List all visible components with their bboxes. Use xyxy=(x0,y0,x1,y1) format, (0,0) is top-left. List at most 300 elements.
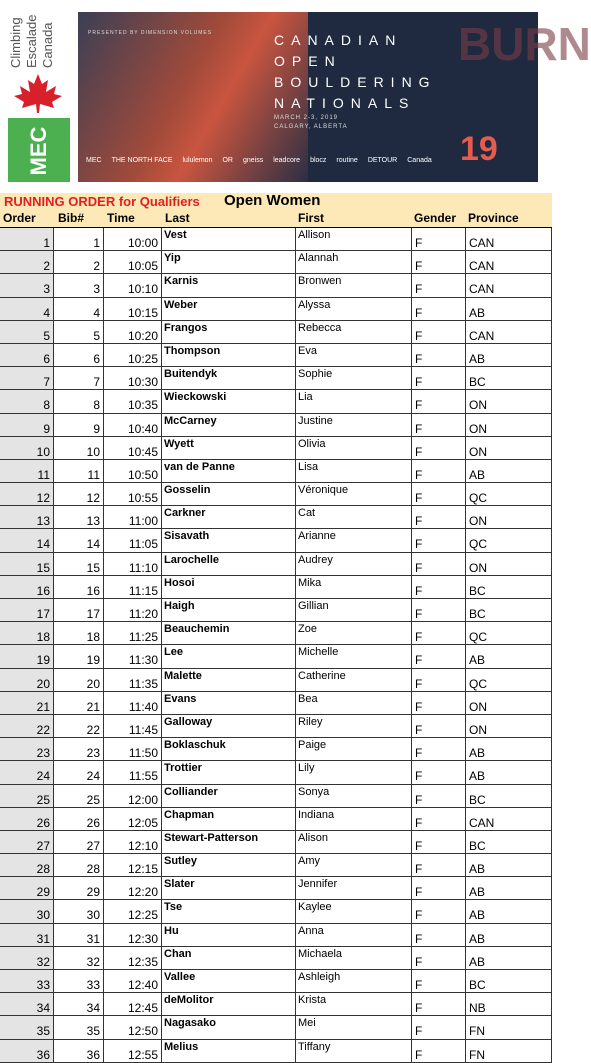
bib-cell: 1 xyxy=(54,228,104,250)
province-cell: CAN xyxy=(466,251,552,273)
gender-cell: F xyxy=(412,321,466,343)
first-name-cell: Mei xyxy=(296,1016,412,1038)
time-cell: 10:00 xyxy=(104,228,162,250)
order-cell: 33 xyxy=(0,970,54,992)
bib-cell: 30 xyxy=(54,900,104,922)
time-cell: 12:25 xyxy=(104,900,162,922)
table-row xyxy=(0,785,552,808)
first-name-cell: Gillian xyxy=(296,599,412,621)
table-row xyxy=(0,924,552,947)
time-cell: 10:35 xyxy=(104,390,162,412)
bib-cell: 8 xyxy=(54,390,104,412)
bib-cell: 22 xyxy=(54,715,104,737)
last-name-cell: deMolitor xyxy=(162,993,296,1015)
time-cell: 11:00 xyxy=(104,506,162,528)
province-cell: AB xyxy=(466,298,552,320)
table-row xyxy=(0,761,552,784)
order-cell: 13 xyxy=(0,506,54,528)
last-name-cell: Hu xyxy=(162,924,296,946)
bib-cell: 24 xyxy=(54,761,104,783)
bib-cell: 4 xyxy=(54,298,104,320)
first-name-cell: Alannah xyxy=(296,251,412,273)
gender-cell: F xyxy=(412,1040,466,1062)
table-row xyxy=(0,622,552,645)
table-row xyxy=(0,483,552,506)
table-row xyxy=(0,298,552,321)
province-cell: QC xyxy=(466,529,552,551)
bib-cell: 34 xyxy=(54,993,104,1015)
gender-cell: F xyxy=(412,599,466,621)
last-name-cell: Gosselin xyxy=(162,483,296,505)
bib-cell: 32 xyxy=(54,947,104,969)
order-cell: 16 xyxy=(0,576,54,598)
last-name-cell: Carkner xyxy=(162,506,296,528)
time-cell: 12:05 xyxy=(104,808,162,830)
last-name-cell: Malette xyxy=(162,669,296,691)
first-name-cell: Catherine xyxy=(296,669,412,691)
last-name-cell: Frangos xyxy=(162,321,296,343)
order-cell: 19 xyxy=(0,645,54,667)
gender-cell: F xyxy=(412,877,466,899)
bib-cell: 18 xyxy=(54,622,104,644)
gender-cell: F xyxy=(412,993,466,1015)
first-name-cell: Cat xyxy=(296,506,412,528)
bib-cell: 14 xyxy=(54,529,104,551)
time-cell: 10:50 xyxy=(104,460,162,482)
last-name-cell: Wieckowski xyxy=(162,390,296,412)
first-name-cell: Justine xyxy=(296,414,412,436)
gender-cell: F xyxy=(412,808,466,830)
first-name-cell: Rebecca xyxy=(296,321,412,343)
last-name-cell: Stewart-Patterson xyxy=(162,831,296,853)
province-cell: ON xyxy=(466,414,552,436)
first-name-cell: Anna xyxy=(296,924,412,946)
gender-cell: F xyxy=(412,576,466,598)
banner-year-number: 19 xyxy=(460,130,498,168)
last-name-cell: McCarney xyxy=(162,414,296,436)
last-name-cell: Larochelle xyxy=(162,553,296,575)
last-name-cell: Trottier xyxy=(162,761,296,783)
banner-title-line: NATIONALS xyxy=(274,95,416,111)
last-name-cell: Colliander xyxy=(162,785,296,807)
table-row xyxy=(0,947,552,970)
table-row xyxy=(0,1016,552,1039)
banner-date-line: CALGARY, ALBERTA xyxy=(274,124,348,130)
first-name-cell: Kaylee xyxy=(296,900,412,922)
banner-title-line: CANADIAN xyxy=(274,32,403,48)
first-name-cell: Sonya xyxy=(296,785,412,807)
bib-cell: 17 xyxy=(54,599,104,621)
table-row xyxy=(0,437,552,460)
first-name-cell: Mika xyxy=(296,576,412,598)
last-name-cell: Vest xyxy=(162,228,296,250)
bib-cell: 6 xyxy=(54,344,104,366)
bib-cell: 26 xyxy=(54,808,104,830)
first-name-cell: Riley xyxy=(296,715,412,737)
table-row xyxy=(0,553,552,576)
table-row xyxy=(0,831,552,854)
table-row xyxy=(0,390,552,413)
bib-cell: 10 xyxy=(54,437,104,459)
bib-cell: 20 xyxy=(54,669,104,691)
table-body xyxy=(0,228,552,1063)
time-cell: 12:00 xyxy=(104,785,162,807)
time-cell: 11:55 xyxy=(104,761,162,783)
table-row xyxy=(0,808,552,831)
province-cell: CAN xyxy=(466,808,552,830)
sponsor-logo: DETOUR xyxy=(367,156,398,164)
province-cell: AB xyxy=(466,924,552,946)
time-cell: 12:10 xyxy=(104,831,162,853)
first-name-cell: Jennifer xyxy=(296,877,412,899)
last-name-cell: Yip xyxy=(162,251,296,273)
bib-cell: 13 xyxy=(54,506,104,528)
last-name-cell: Slater xyxy=(162,877,296,899)
column-header-time: Time xyxy=(107,211,135,225)
gender-cell: F xyxy=(412,900,466,922)
first-name-cell: Zoe xyxy=(296,622,412,644)
province-cell: BC xyxy=(466,599,552,621)
gender-cell: F xyxy=(412,437,466,459)
order-cell: 17 xyxy=(0,599,54,621)
table-row xyxy=(0,599,552,622)
province-cell: AB xyxy=(466,900,552,922)
order-cell: 15 xyxy=(0,553,54,575)
gender-cell: F xyxy=(412,344,466,366)
column-header-gender: Gender xyxy=(414,211,457,225)
gender-cell: F xyxy=(412,553,466,575)
bib-cell: 16 xyxy=(54,576,104,598)
last-name-cell: Nagasako xyxy=(162,1016,296,1038)
order-cell: 30 xyxy=(0,900,54,922)
province-cell: BC xyxy=(466,785,552,807)
province-cell: BC xyxy=(466,576,552,598)
sponsor-logo: OR xyxy=(222,156,233,164)
time-cell: 11:45 xyxy=(104,715,162,737)
gender-cell: F xyxy=(412,506,466,528)
table-row xyxy=(0,321,552,344)
last-name-cell: Vallee xyxy=(162,970,296,992)
gender-cell: F xyxy=(412,669,466,691)
time-cell: 10:15 xyxy=(104,298,162,320)
bib-cell: 25 xyxy=(54,785,104,807)
last-name-cell: Buitendyk xyxy=(162,367,296,389)
province-cell: BC xyxy=(466,367,552,389)
table-row xyxy=(0,529,552,552)
last-name-cell: Evans xyxy=(162,692,296,714)
order-cell: 7 xyxy=(0,367,54,389)
table-row xyxy=(0,251,552,274)
bib-cell: 9 xyxy=(54,414,104,436)
logo-word-escalade: Escalade xyxy=(24,14,39,68)
province-cell: CAN xyxy=(466,228,552,250)
mec-logo xyxy=(8,118,70,182)
time-cell: 10:10 xyxy=(104,274,162,296)
gender-cell: F xyxy=(412,251,466,273)
gender-cell: F xyxy=(412,715,466,737)
presented-by-text: PRESENTED BY DIMENSION VOLUMES xyxy=(88,30,213,36)
first-name-cell: Ashleigh xyxy=(296,970,412,992)
last-name-cell: Sutley xyxy=(162,854,296,876)
time-cell: 11:30 xyxy=(104,645,162,667)
province-cell: FN xyxy=(466,1040,552,1062)
bib-cell: 11 xyxy=(54,460,104,482)
bib-cell: 35 xyxy=(54,1016,104,1038)
column-header-row xyxy=(0,211,552,228)
order-cell: 3 xyxy=(0,274,54,296)
table-row xyxy=(0,993,552,1016)
column-header-first: First xyxy=(298,211,325,225)
table-row xyxy=(0,506,552,529)
gender-cell: F xyxy=(412,1016,466,1038)
table-row xyxy=(0,692,552,715)
time-cell: 12:30 xyxy=(104,924,162,946)
order-cell: 20 xyxy=(0,669,54,691)
time-cell: 12:45 xyxy=(104,993,162,1015)
province-cell: FN xyxy=(466,1016,552,1038)
event-banner xyxy=(78,12,591,182)
banner-title xyxy=(274,30,437,114)
first-name-cell: Audrey xyxy=(296,553,412,575)
order-cell: 2 xyxy=(0,251,54,273)
first-name-cell: Michaela xyxy=(296,947,412,969)
banner-title-line: OPEN xyxy=(274,53,342,69)
first-name-cell: Olivia xyxy=(296,437,412,459)
time-cell: 12:15 xyxy=(104,854,162,876)
gender-cell: F xyxy=(412,367,466,389)
last-name-cell: Wyett xyxy=(162,437,296,459)
time-cell: 12:40 xyxy=(104,970,162,992)
sponsor-logo: Canada xyxy=(407,156,432,164)
order-cell: 25 xyxy=(0,785,54,807)
order-cell: 21 xyxy=(0,692,54,714)
table-row xyxy=(0,576,552,599)
first-name-cell: Lia xyxy=(296,390,412,412)
table-row xyxy=(0,460,552,483)
province-cell: QC xyxy=(466,483,552,505)
first-name-cell: Krista xyxy=(296,993,412,1015)
first-name-cell: Indiana xyxy=(296,808,412,830)
last-name-cell: Chapman xyxy=(162,808,296,830)
gender-cell: F xyxy=(412,738,466,760)
province-cell: AB xyxy=(466,344,552,366)
gender-cell: F xyxy=(412,228,466,250)
first-name-cell: Bea xyxy=(296,692,412,714)
bib-cell: 29 xyxy=(54,877,104,899)
province-cell: BC xyxy=(466,831,552,853)
sponsor-logo: leadcore xyxy=(273,156,301,164)
first-name-cell: Allison xyxy=(296,228,412,250)
last-name-cell: Sisavath xyxy=(162,529,296,551)
province-cell: AB xyxy=(466,460,552,482)
order-cell: 26 xyxy=(0,808,54,830)
province-cell: ON xyxy=(466,506,552,528)
time-cell: 10:05 xyxy=(104,251,162,273)
table-row xyxy=(0,669,552,692)
sponsor-strip xyxy=(86,142,456,178)
first-name-cell: Michelle xyxy=(296,645,412,667)
gender-cell: F xyxy=(412,460,466,482)
province-cell: ON xyxy=(466,437,552,459)
last-name-cell: Boklaschuk xyxy=(162,738,296,760)
time-cell: 12:20 xyxy=(104,877,162,899)
banner-date-line: MARCH 2-3, 2019 xyxy=(274,115,339,121)
first-name-cell: Alison xyxy=(296,831,412,853)
first-name-cell: Lisa xyxy=(296,460,412,482)
last-name-cell: Weber xyxy=(162,298,296,320)
sponsor-logo: lululemon xyxy=(182,156,213,164)
first-name-cell: Paige xyxy=(296,738,412,760)
bib-cell: 31 xyxy=(54,924,104,946)
order-cell: 35 xyxy=(0,1016,54,1038)
order-cell: 28 xyxy=(0,854,54,876)
gender-cell: F xyxy=(412,831,466,853)
time-cell: 10:40 xyxy=(104,414,162,436)
table-row xyxy=(0,877,552,900)
table-row xyxy=(0,854,552,877)
gender-cell: F xyxy=(412,274,466,296)
order-cell: 14 xyxy=(0,529,54,551)
gender-cell: F xyxy=(412,645,466,667)
table-row xyxy=(0,738,552,761)
last-name-cell: Tse xyxy=(162,900,296,922)
last-name-cell: Lee xyxy=(162,645,296,667)
bib-cell: 23 xyxy=(54,738,104,760)
sponsor-logo: blocz xyxy=(310,156,327,164)
order-cell: 27 xyxy=(0,831,54,853)
province-cell: QC xyxy=(466,622,552,644)
last-name-cell: Hosoi xyxy=(162,576,296,598)
last-name-cell: van de Panne xyxy=(162,460,296,482)
order-cell: 10 xyxy=(0,437,54,459)
order-cell: 5 xyxy=(0,321,54,343)
mec-logo-label: MEC xyxy=(26,126,51,176)
time-cell: 10:55 xyxy=(104,483,162,505)
province-cell: ON xyxy=(466,715,552,737)
bib-cell: 19 xyxy=(54,645,104,667)
time-cell: 12:35 xyxy=(104,947,162,969)
province-cell: ON xyxy=(466,390,552,412)
sponsor-logo: MEC xyxy=(86,156,102,164)
time-cell: 11:35 xyxy=(104,669,162,691)
climbing-escalade-canada-logo xyxy=(6,8,74,113)
province-cell: QC xyxy=(466,669,552,691)
province-cell: AB xyxy=(466,645,552,667)
time-cell: 10:20 xyxy=(104,321,162,343)
bib-cell: 3 xyxy=(54,274,104,296)
first-name-cell: Sophie xyxy=(296,367,412,389)
last-name-cell: Chan xyxy=(162,947,296,969)
time-cell: 11:25 xyxy=(104,622,162,644)
first-name-cell: Arianne xyxy=(296,529,412,551)
gender-cell: F xyxy=(412,529,466,551)
table-row xyxy=(0,970,552,993)
first-name-cell: Lily xyxy=(296,761,412,783)
order-cell: 29 xyxy=(0,877,54,899)
table-row xyxy=(0,1040,552,1063)
table-row xyxy=(0,344,552,367)
gender-cell: F xyxy=(412,924,466,946)
order-cell: 36 xyxy=(0,1040,54,1062)
sheet-title-row xyxy=(0,193,552,211)
province-cell: AB xyxy=(466,877,552,899)
province-cell: CAN xyxy=(466,274,552,296)
gender-cell: F xyxy=(412,622,466,644)
time-cell: 10:25 xyxy=(104,344,162,366)
table-row xyxy=(0,715,552,738)
banner-background-word: BURN xyxy=(458,18,591,70)
sponsor-logo: gneiss xyxy=(242,156,264,164)
province-cell: NB xyxy=(466,993,552,1015)
order-cell: 24 xyxy=(0,761,54,783)
sponsor-logo: THE NORTH FACE xyxy=(111,156,173,164)
bib-cell: 21 xyxy=(54,692,104,714)
gender-cell: F xyxy=(412,298,466,320)
banner-date xyxy=(274,114,348,132)
gender-cell: F xyxy=(412,390,466,412)
last-name-cell: Haigh xyxy=(162,599,296,621)
time-cell: 11:50 xyxy=(104,738,162,760)
order-cell: 6 xyxy=(0,344,54,366)
gender-cell: F xyxy=(412,970,466,992)
bib-cell: 2 xyxy=(54,251,104,273)
gender-cell: F xyxy=(412,761,466,783)
time-cell: 12:50 xyxy=(104,1016,162,1038)
table-row xyxy=(0,900,552,923)
time-cell: 11:10 xyxy=(104,553,162,575)
banner-title-line: BOULDERING xyxy=(274,74,437,90)
gender-cell: F xyxy=(412,854,466,876)
last-name-cell: Thompson xyxy=(162,344,296,366)
sheet-title: RUNNING ORDER for Qualifiers xyxy=(4,194,200,209)
time-cell: 12:55 xyxy=(104,1040,162,1062)
time-cell: 11:15 xyxy=(104,576,162,598)
category-title: Open Women xyxy=(224,192,321,209)
last-name-cell: Melius xyxy=(162,1040,296,1062)
province-cell: ON xyxy=(466,553,552,575)
table-row xyxy=(0,274,552,297)
first-name-cell: Véronique xyxy=(296,483,412,505)
order-cell: 22 xyxy=(0,715,54,737)
logo-word-canada: Canada xyxy=(40,22,55,68)
time-cell: 10:45 xyxy=(104,437,162,459)
column-header-order: Order xyxy=(3,211,36,225)
bib-cell: 12 xyxy=(54,483,104,505)
order-cell: 18 xyxy=(0,622,54,644)
province-cell: AB xyxy=(466,854,552,876)
first-name-cell: Bronwen xyxy=(296,274,412,296)
gender-cell: F xyxy=(412,785,466,807)
table-row xyxy=(0,228,552,251)
column-header-bib: Bib# xyxy=(58,211,85,225)
last-name-cell: Galloway xyxy=(162,715,296,737)
bib-cell: 27 xyxy=(54,831,104,853)
gender-cell: F xyxy=(412,692,466,714)
table-row xyxy=(0,645,552,668)
gender-cell: F xyxy=(412,414,466,436)
province-cell: AB xyxy=(466,761,552,783)
order-cell: 23 xyxy=(0,738,54,760)
order-cell: 34 xyxy=(0,993,54,1015)
province-cell: ON xyxy=(466,692,552,714)
province-cell: AB xyxy=(466,947,552,969)
order-cell: 1 xyxy=(0,228,54,250)
order-cell: 8 xyxy=(0,390,54,412)
maple-leaf-icon xyxy=(12,72,64,114)
bib-cell: 28 xyxy=(54,854,104,876)
order-cell: 31 xyxy=(0,924,54,946)
header xyxy=(0,0,591,193)
